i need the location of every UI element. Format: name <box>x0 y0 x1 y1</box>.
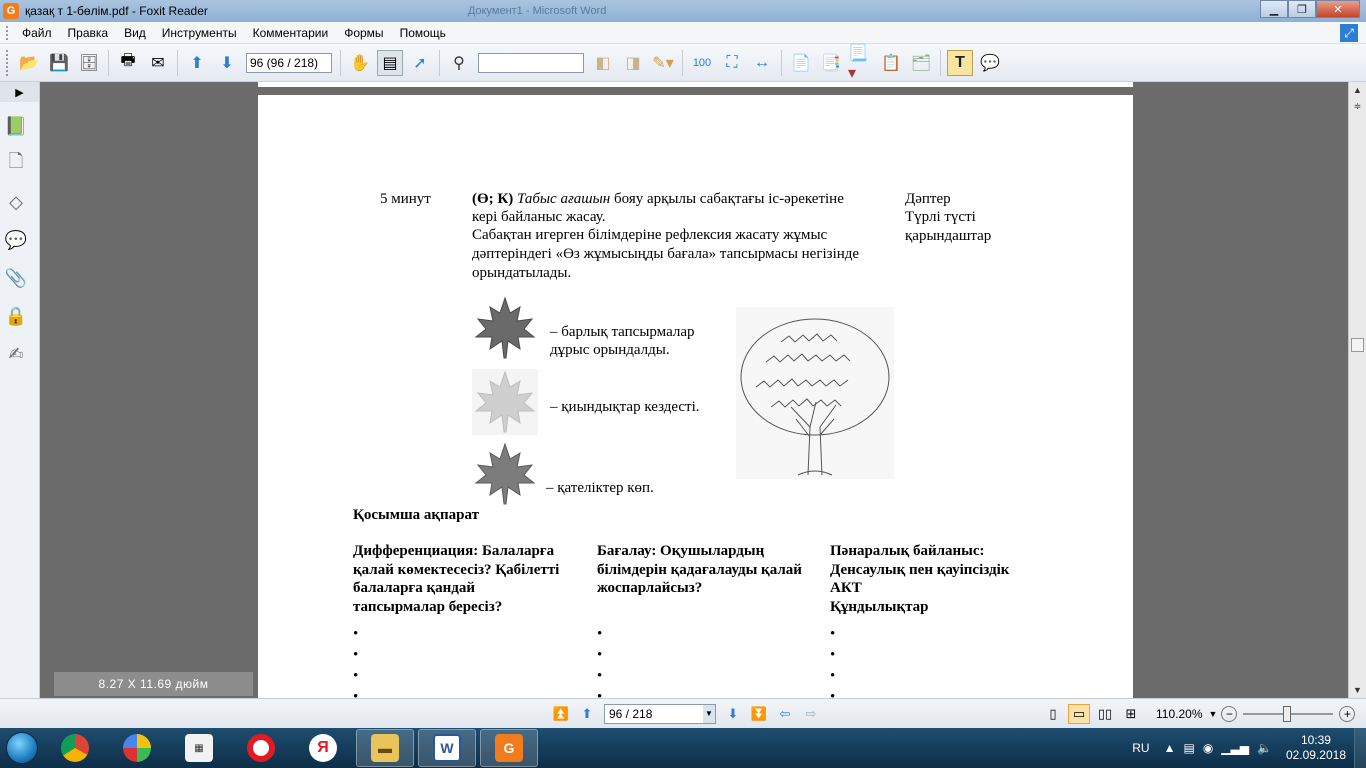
toolbar-separator <box>108 50 109 76</box>
folder-icon: ▬ <box>371 734 399 762</box>
email-icon[interactable]: ✉ <box>151 54 165 72</box>
toolbar-separator <box>177 50 178 76</box>
taskbar-yandex-browser[interactable] <box>108 729 166 767</box>
start-button[interactable] <box>0 728 44 768</box>
first-page-icon[interactable]: ⏫ <box>552 705 570 721</box>
scroll-thumb[interactable] <box>1351 338 1364 352</box>
system-tray <box>1132 728 1366 768</box>
find-next-icon[interactable]: ◨ <box>625 54 641 72</box>
scroll-down-arrow-icon[interactable]: ▼ <box>1353 685 1362 695</box>
activity-code: (Ө; К) <box>472 191 514 207</box>
resource-2: Түрлі түсті <box>905 209 976 225</box>
status-page-text: 96 / 218 <box>609 706 653 721</box>
document-area <box>40 82 1348 698</box>
dark-maple-leaf-image <box>472 295 538 361</box>
window-controls <box>1260 0 1360 18</box>
activity-italic: Табыс ағашын <box>517 191 611 207</box>
word-icon: W <box>433 734 461 762</box>
select-text-icon[interactable]: ▤ <box>377 50 403 76</box>
pdf-tools-icon[interactable]: 🗂 <box>910 54 932 72</box>
col3-line3: АКТ <box>830 580 862 596</box>
page-dropdown-icon[interactable]: ▼ <box>703 705 715 723</box>
signature-icon[interactable]: ✍ <box>8 343 24 364</box>
foxit-app-icon[interactable]: G <box>3 3 19 19</box>
last-page-icon[interactable]: ⏬ <box>750 705 768 721</box>
menu-edit[interactable]: Правка <box>67 25 109 40</box>
show-desktop-button[interactable] <box>1354 728 1366 768</box>
forward-arrow-icon[interactable]: ⇨ <box>805 705 817 721</box>
menu-forms[interactable]: Формы <box>344 25 384 40</box>
save-icon[interactable]: 💾 <box>49 54 69 72</box>
bullet: • <box>353 626 359 642</box>
annotation-dropdown-icon[interactable]: ✎▾ <box>652 54 674 72</box>
bookmarks-icon[interactable]: 📗 <box>4 115 28 136</box>
taskbar-explorer[interactable] <box>356 729 414 767</box>
activity-line-3: Сабақтан игерген білімдеріне рефлексия жасату жұмыс <box>472 227 828 243</box>
taskbar-foxit[interactable] <box>480 729 538 767</box>
zoom-slider[interactable] <box>1243 713 1333 715</box>
activity-line-1 <box>472 190 844 208</box>
col1-line4: тапсырмалар бересіз? <box>353 599 503 615</box>
navigation-panel <box>0 82 40 698</box>
gray-maple-leaf-image <box>472 441 538 507</box>
opera-icon <box>247 734 275 762</box>
taskbar-opera[interactable] <box>232 729 290 767</box>
bullet: • <box>597 626 603 642</box>
col2-line3: жоспарлайсыз? <box>597 580 703 596</box>
foxit-icon: G <box>495 734 523 762</box>
find-binoculars-icon[interactable]: ⚲ <box>453 54 465 72</box>
windows-orb-icon <box>6 732 38 764</box>
col2-line1: Бағалау: Оқушылардың <box>597 543 765 559</box>
status-page-input[interactable] <box>604 704 716 724</box>
taskbar-calculator[interactable] <box>170 729 228 767</box>
scroll-up-arrow-icon[interactable]: ▲ <box>1353 85 1362 95</box>
light-maple-leaf-image <box>472 369 538 435</box>
title-bar <box>0 0 1366 22</box>
show-hidden-icons-icon[interactable]: ▲ <box>1163 741 1176 755</box>
clock-date: 02.09.2018 <box>1285 748 1346 762</box>
network-icon[interactable]: ◉ <box>1202 741 1214 755</box>
panel-expand-arrow-icon[interactable]: ▶ <box>0 82 39 102</box>
col2-line2: білімдерін қадағалауды қалай <box>597 562 802 578</box>
menu-help[interactable]: Помощь <box>399 25 446 40</box>
resource-1: Дәптер <box>905 191 951 207</box>
menu-view[interactable]: Вид <box>124 25 146 40</box>
typewriter-icon[interactable]: T <box>947 50 973 76</box>
continuous-view-icon[interactable]: ▭ <box>1068 704 1090 724</box>
menu-grip <box>6 26 10 40</box>
attachments-icon[interactable]: 📎 <box>4 267 28 288</box>
actual-size-icon[interactable]: 100 <box>692 56 712 69</box>
bullet: • <box>353 668 359 684</box>
language-indicator[interactable]: RU <box>1132 741 1150 755</box>
col3-line1: Пәнаралық байланыс: <box>830 543 985 559</box>
comments-icon[interactable]: 💬 <box>4 229 28 250</box>
bullet: • <box>830 647 836 663</box>
next-page-icon[interactable]: ⬇ <box>220 54 234 72</box>
toolbar-separator <box>682 50 683 76</box>
toolbar-separator <box>781 50 782 76</box>
activity-rest: бояу арқылы сабақтағы іс-әрекетіне <box>613 191 844 207</box>
continuous-facing-view-icon[interactable]: ⊞ <box>1125 705 1137 721</box>
leaf1-text-line1: – барлық тапсырмалар <box>550 324 695 340</box>
col1-line1: Дифференциация: Балаларға <box>353 543 555 559</box>
time-cell: 5 минут <box>380 191 431 207</box>
close-button[interactable]: ✕ <box>1316 0 1360 18</box>
bullet: • <box>597 668 603 684</box>
find-input[interactable] <box>478 53 584 73</box>
bullet: • <box>830 689 836 698</box>
vertical-scrollbar[interactable] <box>1348 82 1366 698</box>
leaf2-text: – қиындықтар кездесті. <box>550 399 700 415</box>
toolbar-grip <box>6 50 10 76</box>
create-pdf-icon[interactable]: 📄 <box>791 54 811 72</box>
single-page-view-icon[interactable]: ▯ <box>1049 705 1057 721</box>
clock-time: 10:39 <box>1300 733 1331 747</box>
volume-icon[interactable]: 🔈 <box>1256 741 1272 755</box>
pdf-page <box>258 95 1133 698</box>
yandex-browser-icon <box>123 734 151 762</box>
export-pdf-icon[interactable]: 📋 <box>881 54 901 72</box>
zoom-in-icon[interactable]: + <box>1339 706 1355 722</box>
facing-view-icon[interactable]: ▯▯ <box>1097 705 1113 721</box>
save-all-icon[interactable]: 🗄 <box>78 54 100 72</box>
leaf1-text-line2: дұрыс орындалды. <box>550 342 670 358</box>
calculator-icon: ▦ <box>185 734 213 762</box>
yandex-icon: Я <box>309 734 337 762</box>
col1-line3: балаларға қандай <box>353 580 476 596</box>
zoom-level[interactable]: 110.20% <box>1156 706 1203 721</box>
pages-icon[interactable]: 🗋 <box>8 151 24 171</box>
col1-line2: қалай көмектесесіз? Қабілетті <box>353 562 560 578</box>
removable-device-icon[interactable]: ▤ <box>1183 741 1195 755</box>
prev-page-icon[interactable]: ⬆ <box>581 705 593 721</box>
resource-3: қарындаштар <box>905 228 992 244</box>
toolbar-separator <box>340 50 341 76</box>
convert-pdf-icon[interactable]: 📑 <box>821 54 841 72</box>
activity-line-5: орындатылады. <box>472 265 572 281</box>
zoom-out-icon[interactable]: − <box>1221 706 1237 722</box>
menu-bar <box>0 22 1366 44</box>
activity-line-4: дәптеріндегі «Өз жұмысыңды бағала» тапсырмасы негізінде <box>472 246 860 262</box>
fit-page-icon[interactable]: ⛶ <box>726 53 738 71</box>
bullet: • <box>353 647 359 663</box>
col3-line4: Құндылықтар <box>830 599 929 615</box>
fit-width-icon[interactable]: ↔ <box>754 53 770 71</box>
activity-line-2: кері байланыс жасау. <box>472 209 606 225</box>
col3-line2: Денсаулық пен қауіпсіздік <box>830 562 1010 578</box>
minimize-button[interactable]: ▁ <box>1260 0 1288 18</box>
background-window-title: Документ1 - Microsoft Word <box>467 5 607 17</box>
bullet: • <box>597 689 603 698</box>
bullet: • <box>830 626 836 642</box>
taskbar-yandex[interactable] <box>294 729 352 767</box>
open-icon[interactable]: 📂 <box>19 54 39 72</box>
next-page-icon[interactable]: ⬇ <box>727 705 739 721</box>
back-arrow-icon[interactable]: ⇦ <box>779 705 791 721</box>
bullet: • <box>597 647 603 663</box>
signal-bars-icon[interactable]: ▁▃▅ <box>1221 741 1249 755</box>
main-toolbar <box>0 44 1366 82</box>
print-icon[interactable]: 🖶 <box>120 52 136 69</box>
window-title: қазақ т 1-бөлім.pdf - Foxit Reader <box>25 4 208 18</box>
layers-icon[interactable]: ◇ <box>9 191 23 212</box>
fullscreen-expand-icon[interactable]: ⤢ <box>1340 24 1358 42</box>
security-lock-icon[interactable]: 🔒 <box>4 305 28 326</box>
menu-tools[interactable]: Инструменты <box>161 25 237 40</box>
previous-page-edge <box>258 82 1133 87</box>
system-clock[interactable] <box>1286 733 1346 763</box>
zoom-slider-knob[interactable] <box>1283 706 1291 722</box>
pdf-dropdown-icon[interactable]: 📃▾ <box>848 44 868 82</box>
status-bar <box>0 698 1366 728</box>
page-number-input[interactable]: 96 (96 / 218) <box>246 53 332 73</box>
toolbar-separator <box>940 50 941 76</box>
toolbar-separator <box>439 50 440 76</box>
find-previous-icon[interactable]: ◧ <box>595 54 611 72</box>
extra-info-heading: Қосымша ақпарат <box>353 507 479 523</box>
windows-taskbar <box>0 728 1366 768</box>
success-tree-image <box>736 307 894 479</box>
previous-page-icon[interactable]: ⬆ <box>190 54 204 72</box>
scroll-splitter-icon[interactable]: ≑ <box>1353 100 1362 111</box>
note-comment-icon[interactable]: 💬 <box>980 54 1000 72</box>
leaf3-text: – қателіктер көп. <box>546 480 654 496</box>
page-size-badge: 8.27 X 11.69 дюйм <box>54 672 253 696</box>
taskbar-chrome[interactable] <box>46 729 104 767</box>
zoom-dropdown-icon[interactable]: ▼ <box>1208 708 1218 719</box>
menu-comments[interactable]: Комментарии <box>252 25 329 40</box>
hand-tool-icon[interactable]: ✋ <box>350 54 370 72</box>
bullet: • <box>830 668 836 684</box>
taskbar-word[interactable] <box>418 729 476 767</box>
menu-file[interactable]: Файл <box>22 25 52 40</box>
select-arrow-icon[interactable]: ➚ <box>413 54 427 72</box>
chrome-icon <box>61 734 89 762</box>
maximize-button[interactable]: ❐ <box>1288 0 1316 18</box>
bullet: • <box>353 689 359 698</box>
